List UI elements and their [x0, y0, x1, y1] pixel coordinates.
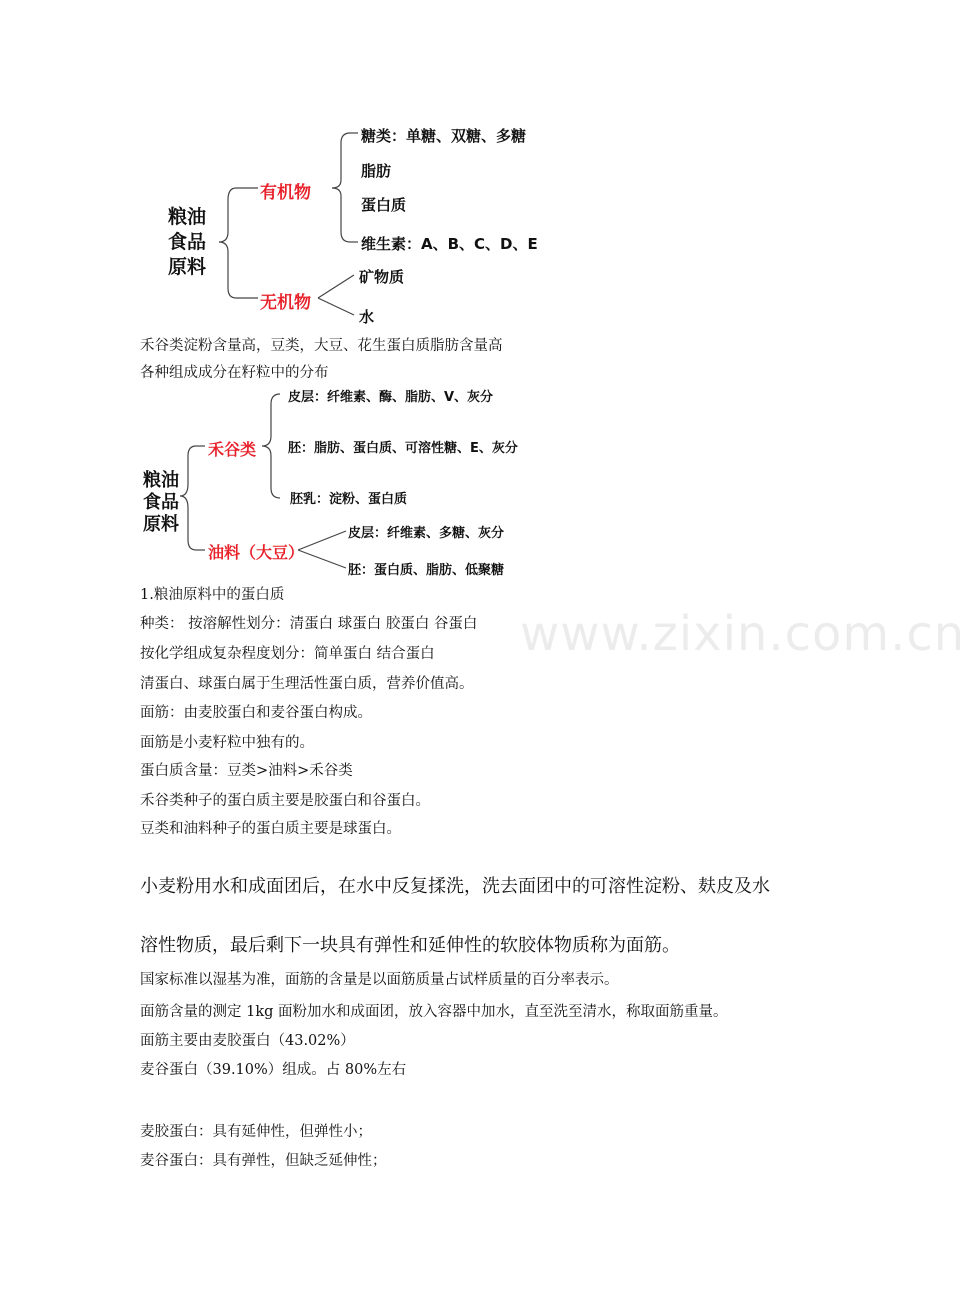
inorganic-item: 矿物质: [359, 268, 405, 286]
text-line: 面筋含量的测定 1kg 面粉加水和成面团，放入容器中加水，直至洗至清水，称取面筋重量。: [140, 1004, 728, 1020]
text-line: 按化学组成复杂程度划分：简单蛋白 结合蛋白: [140, 646, 435, 662]
text-line: 种类： 按溶解性划分：清蛋白 球蛋白 胶蛋白 谷蛋白: [140, 616, 478, 632]
text-line: 各种组成成分在籽粒中的分布: [140, 365, 329, 381]
text-line: 禾谷类淀粉含量高，豆类，大豆、花生蛋白质脂肪含量高: [140, 338, 503, 354]
text-line: 豆类和油料种子的蛋白质主要是球蛋白。: [140, 821, 401, 837]
text-line: 麦谷蛋白（39.10%）组成。占 80%左右: [140, 1062, 407, 1078]
text-line: 面筋是小麦籽粒中独有的。: [140, 735, 314, 751]
root-line: 粮油: [168, 206, 207, 228]
text-line: 面筋：由麦胶蛋白和麦谷蛋白构成。: [140, 705, 372, 721]
organic-label: 有机物: [260, 183, 311, 203]
organic-item: 维生素：A、B、C、D、E: [361, 235, 538, 253]
gluten-definition-line: 小麦粉用水和成面团后，在水中反复揉洗，洗去面团中的可溶性淀粉、麸皮及水: [140, 876, 770, 897]
oil-label: 油料（大豆）: [208, 543, 305, 562]
organic-item: 蛋白质: [361, 196, 407, 214]
organic-item: 脂肪: [361, 162, 392, 180]
root-line: 粮油: [143, 470, 179, 491]
root-line: 食品: [168, 231, 207, 253]
text-line: 麦胶蛋白：具有延伸性，但弹性小；: [140, 1124, 372, 1140]
oil-item: 皮层：纤维素、多糖、灰分: [348, 526, 505, 541]
oil-item: 胚：蛋白质、脂肪、低聚糖: [348, 563, 505, 578]
text-line: 蛋白质含量：豆类>油料>禾谷类: [140, 763, 353, 779]
text-line: 麦谷蛋白：具有弹性，但缺乏延伸性；: [140, 1153, 387, 1169]
inorganic-item: 水: [359, 308, 375, 326]
grain-item: 皮层：纤维素、酶、脂肪、V、灰分: [288, 390, 494, 405]
grain-label: 禾谷类: [208, 440, 257, 459]
grain-item: 胚乳：淀粉、蛋白质: [290, 492, 408, 507]
text-line: 禾谷类种子的蛋白质主要是胶蛋白和谷蛋白。: [140, 793, 430, 809]
diagram2-braces: [0, 0, 920, 600]
text-line: 清蛋白、球蛋白属于生理活性蛋白质，营养价值高。: [140, 676, 474, 692]
root-line: 食品: [143, 492, 179, 513]
root-line: 原料: [143, 514, 179, 535]
diagram2-root: [143, 470, 179, 536]
text-line: 面筋主要由麦胶蛋白（43.02%）: [140, 1033, 355, 1049]
inorganic-label: 无机物: [260, 293, 311, 313]
section-heading: 1.粮油原料中的蛋白质: [140, 587, 285, 603]
grain-item: 胚：脂肪、蛋白质、可溶性糖、E、灰分: [288, 441, 518, 456]
organic-item: 糖类：单糖、双糖、多糖: [361, 127, 527, 145]
gluten-definition-line: 溶性物质，最后剩下一块具有弹性和延伸性的软胶体物质称为面筋。: [140, 935, 680, 956]
text-line: 国家标准以湿基为准，面筋的含量是以面筋质量占试样质量的百分率表示。: [140, 972, 619, 988]
watermark: www.zixin.com.cn: [520, 606, 965, 662]
root-line: 原料: [168, 256, 207, 278]
